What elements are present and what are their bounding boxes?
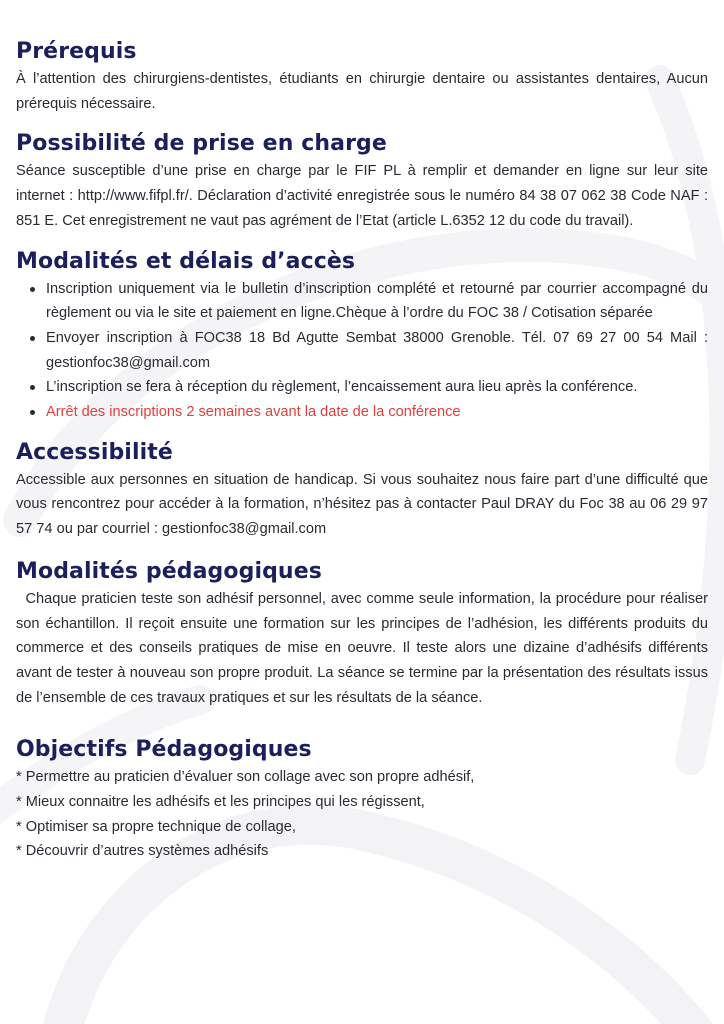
heading-objectifs: Objectifs Pédagogiques [16,737,312,763]
prise-en-charge-text: Séance susceptible d’une prise en charge par le FIF PL à remplir et demander en ligne sur leur site internet : http://www.fifpl.fr/. Déclaration d’activité enregistrée sous le numéro 84 38 07 062 38 Code NAF : 851 E. Cet enregistrement ne vaut pas agrément de l’Etat (article L.6352 12 du code du travail). [16,163,708,229]
objectif-item: * Mieux connaitre les adhésifs et les principes qui les régissent, [16,794,425,811]
objectif-item: * Découvrir d’autres systèmes adhésifs [16,843,269,860]
objectif-item: * Permettre au praticien d’évaluer son collage avec son propre adhésif, [16,769,475,786]
prerequis-text: À l’attention des chirurgiens-dentistes, étudiants en chirurgie dentaire ou assistantes dentaires, Aucun prérequis nécessaire. [16,71,708,112]
objectif-item: * Optimiser sa propre technique de collage, [16,818,296,835]
acces-item-envoyer: Envoyer inscription à FOC38 18 Bd Agutte Sembat 38000 Grenoble. Tél. 07 69 27 00 54 Mail : gestionfoc38@gmail.com [46,326,708,375]
acces-item-inscription: Inscription uniquement via le bulletin d’inscription complété et retourné par courrier accompagné du règlement ou via le site et paiement en ligne.Chèque à l’ordre du FOC 38 / Cotisation séparée [46,277,708,326]
heading-modalites-acces: Modalités et délais d’accès [16,248,356,274]
section-accessibilite [16,439,708,542]
heading-prerequis: Prérequis [16,39,137,64]
section-modalites-acces [16,248,708,425]
heading-prise-en-charge: Possibilité de prise en charge [16,131,387,157]
section-prise-en-charge [16,130,708,233]
acces-item-arret-alert: Arrêt des inscriptions 2 semaines avant la date de la conférence [46,400,708,425]
section-modalites-pedagogiques [16,558,708,711]
accessibilite-text: Accessible aux personnes en situation de handicap. Si vous souhaitez nous faire part d’une difficulté que vous rencontrez pour accéder à la formation, n’hésitez pas à contacter Paul DRAY du Foc 38 au 06 29 97 57 74 ou par courriel : gestionfoc38@gmail.com [16,471,708,538]
heading-accessibilite: Accessibilité [16,439,173,465]
acces-item-reglement: L’inscription se fera à réception du règlement, l’encaissement aura lieu après la conférence. [46,375,708,400]
section-objectifs [16,736,708,864]
objectifs-list [16,765,708,864]
heading-modalites-pedagogiques: Modalités pédagogiques [16,558,322,584]
section-prerequis [16,38,708,116]
pedagogiques-text: Chaque praticien teste son adhésif personnel, avec comme seule information, la procédure pour réaliser son échantillon. Il reçoit ensuite une formation sur les principes de l’adhésion, les différents produits du commerce et des conseils pratiques de mise en oeuvre. Il teste alors une dizaine d’adhésifs différents avant de tester à nouveau son propre produit. La séance se termine par la présentation des résultats issus de l’ensemble de ces travaux pratiques et sur les résultats de la séance. [16,590,708,706]
acces-list [16,277,708,425]
